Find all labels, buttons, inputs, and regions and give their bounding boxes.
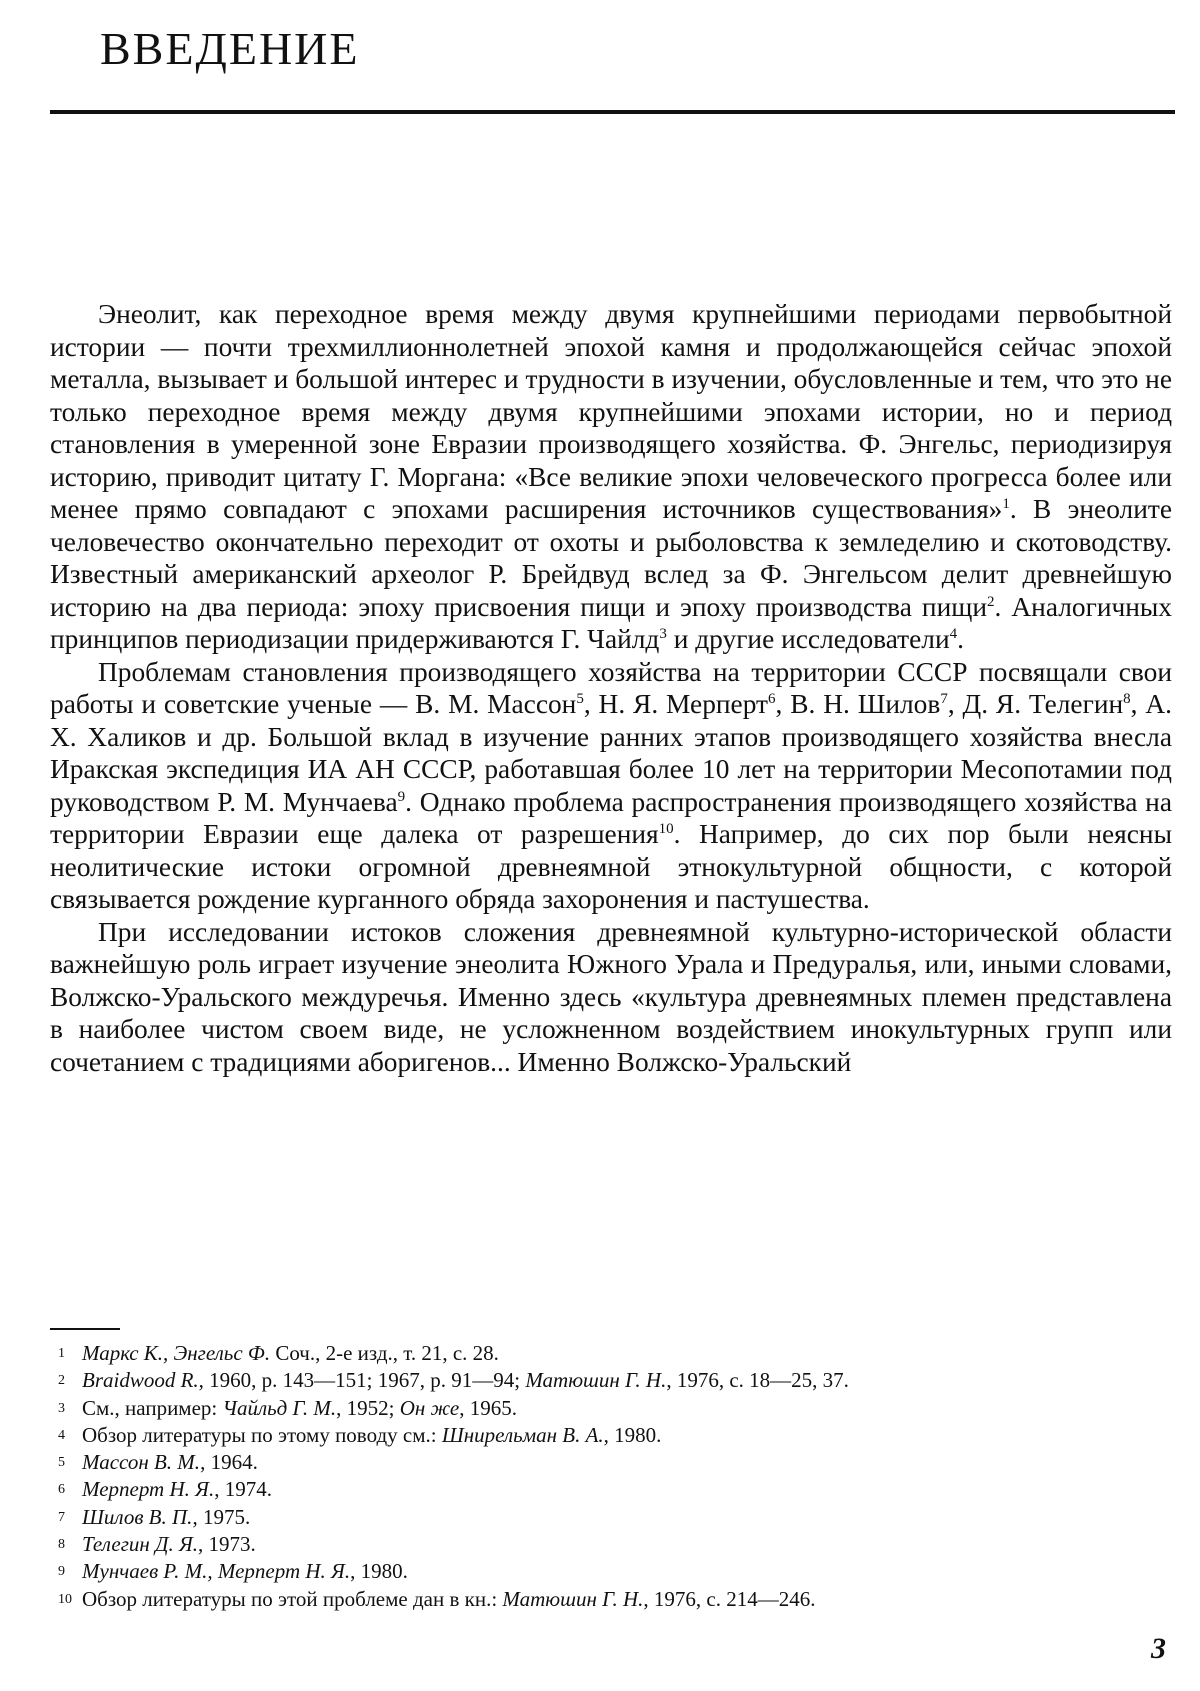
footnote-ref: 10 — [658, 820, 674, 837]
footnote-author: Массон В. М. — [82, 1450, 201, 1475]
footnote-number: 9 — [58, 1564, 65, 1580]
footnote-number: 3 — [58, 1400, 65, 1416]
footnote-text — [82, 1367, 849, 1394]
footnote-detail: , 1975. — [192, 1504, 251, 1529]
title-divider — [50, 110, 1175, 114]
text-segment: , А. Х. Халиков и др. Большой вклад в изучение ранних этапов производящего хозяйства внесла Иракская экспедиция ИА АН СССР, работавшая более 10 лет на территории Месопотамии под руководством Р. М. Мунчаева — [50, 689, 1172, 817]
footnote-prefix: См., например: — [82, 1395, 223, 1420]
footnote-text — [82, 1531, 256, 1558]
footnote-2 — [58, 1367, 1173, 1394]
footnote-text — [82, 1340, 499, 1367]
footnote-text — [82, 1504, 250, 1531]
footnote-detail: , 1952; — [336, 1395, 400, 1420]
paragraph-1 — [50, 298, 1172, 656]
text-segment: , Д. Я. Телегин — [947, 689, 1124, 719]
footnote-number: 7 — [58, 1509, 65, 1525]
footnote-1 — [58, 1340, 1173, 1367]
footnote-author: Чайльд Г. М. — [222, 1395, 337, 1420]
footnote-author: Матюшин Г. Н. — [502, 1586, 644, 1611]
footnote-author: Маркс К., Энгельс Ф. — [82, 1341, 271, 1365]
text-segment: , Н. Я. Мерперт — [583, 689, 769, 719]
text-segment: . — [957, 624, 964, 654]
footnote-detail: , 1960, p. 143—151; 1967, p. 91—94; — [198, 1368, 526, 1393]
footnote-detail: Соч., 2-е изд., т. 21, с. 28. — [270, 1341, 499, 1365]
footnote-detail: , 1980. — [603, 1422, 662, 1447]
footnote-5 — [58, 1449, 1173, 1476]
footnotes — [58, 1340, 1173, 1613]
footnote-author: Телегин Д. Я. — [82, 1532, 198, 1557]
footnote-3 — [58, 1395, 1173, 1422]
text-segment: Энеолит, как переходное время между двумя крупнейшими периодами первобытной истории — почти трехмиллионнолетней эпохой камня и продолжающейся сейчас эпохой металла, вызывает и большой интерес и трудности в изучении, обусловленные и тем, что это не только переходное время между двумя крупнейшими эпохами истории, но и период становления в умеренной зоне Евразии производящего хозяйства. Ф. Энгельс, периодизируя историю, приводит цитату Г. Моргана: «Все великие эпохи человеческого прогресса более или менее прямо совпадают с эпохами расширения источников существования» — [50, 299, 1172, 524]
page-number: 3 — [1151, 1632, 1166, 1665]
footnote-prefix: Обзор литературы по этой проблеме дан в кн.: — [82, 1586, 503, 1611]
footnote-ref: 3 — [659, 625, 667, 642]
text-segment: При исследовании истоков сложения древнеямной культурно-исторической области важнейшую роль играет изучение энеолита Южного Урала и Предуралья, или, иными словами, Волжско-Уральского междуречья. Именно здесь «культура древнеямных племен представлена в наиболее чистом своем виде, не усложненном воздействием инокультурных групп или сочетанием с традициями аборигенов... Именно Волжско-Уральский — [50, 916, 1172, 1077]
footnote-text — [82, 1586, 815, 1613]
text-segment: . Однако проблема распространения производящего хозяйства на территории Евразии еще далека от разрешения — [50, 786, 1172, 849]
footnote-text — [82, 1449, 258, 1476]
paragraph-3 — [50, 916, 1172, 1079]
text-segment: . В энеолите человечество окончательно переходит от охоты и рыболовства к земледелию и скотоводству. Известный американский археолог Р. Брейдвуд вслед за Ф. Энгельсом делит древнейшую историю на два периода: эпоху присвоения пищи и эпоху производства пищи — [50, 494, 1172, 622]
footnote-author: Braidwood R. — [82, 1368, 199, 1393]
footnote-ref: 6 — [768, 690, 776, 707]
footnote-detail: , 1965. — [459, 1395, 517, 1420]
footnote-detail: , 1976, с. 18—25, 37. — [666, 1368, 849, 1393]
footnote-number: 1 — [58, 1346, 65, 1361]
footnote-number: 5 — [58, 1455, 65, 1471]
footnote-ref: 1 — [1002, 495, 1010, 512]
footnote-9 — [58, 1558, 1173, 1585]
footnote-ref: 9 — [397, 788, 406, 805]
text-segment: , В. Н. Шилов — [775, 689, 941, 719]
footnote-text — [82, 1422, 661, 1449]
footnote-text — [82, 1558, 408, 1585]
main-text — [50, 298, 1172, 1078]
footnote-6 — [58, 1476, 1173, 1503]
footnote-ref: 4 — [949, 625, 958, 642]
footnote-number: 6 — [58, 1482, 65, 1498]
footnote-detail: , 1974. — [214, 1477, 272, 1502]
footnote-detail: , 1976, с. 214—246. — [643, 1586, 816, 1611]
footnote-author: Он же — [399, 1395, 460, 1420]
footnote-author: Мерперт Н. Я. — [82, 1477, 215, 1502]
page-title: ВВЕДЕНИЕ — [100, 23, 360, 74]
footnote-number: 2 — [58, 1373, 65, 1389]
footnote-ref: 7 — [940, 690, 948, 707]
footnote-author: Мунчаев Р. М., Мерперт Н. Я. — [82, 1559, 351, 1584]
footnote-divider — [50, 1328, 120, 1330]
footnote-10 — [58, 1586, 1173, 1613]
footnote-detail: , 1980. — [350, 1559, 408, 1584]
text-segment: . Например, до сих пор были неясны неолитические истоки огромной древнеямной этнокультурной общности, с которой связывается рождение курганного обряда захоронения и пастушества. — [50, 819, 1172, 914]
text-segment: Проблемам становления производящего хозяйства на территории СССР посвящали свои работы и советские ученые — В. М. Массон — [50, 656, 1172, 719]
footnote-author: Шнирельман В. А. — [441, 1422, 604, 1447]
footnote-ref: 5 — [576, 690, 584, 707]
text-segment: и другие исследователи — [666, 624, 950, 654]
footnote-number: 10 — [58, 1591, 72, 1607]
footnote-7 — [58, 1504, 1173, 1531]
footnote-detail: , 1973. — [198, 1532, 256, 1557]
paragraph-2 — [50, 656, 1172, 916]
footnote-author: Матюшин Г. Н. — [525, 1368, 667, 1393]
footnote-4 — [58, 1422, 1173, 1449]
text-segment: . Аналогичных принципов периодизации придерживаются Г. Чайлд — [50, 591, 1173, 654]
footnote-detail: , 1964. — [200, 1450, 258, 1475]
footnote-author: Шилов В. П. — [82, 1504, 193, 1529]
footnote-ref: 2 — [986, 593, 995, 610]
footnote-ref: 8 — [1123, 690, 1131, 707]
footnote-number: 8 — [58, 1537, 65, 1553]
footnote-text — [82, 1476, 272, 1503]
footnote-text — [82, 1395, 517, 1422]
footnote-prefix: Обзор литературы по этому поводу см.: — [82, 1422, 442, 1447]
footnote-number: 4 — [58, 1427, 65, 1443]
footnote-8 — [58, 1531, 1173, 1558]
